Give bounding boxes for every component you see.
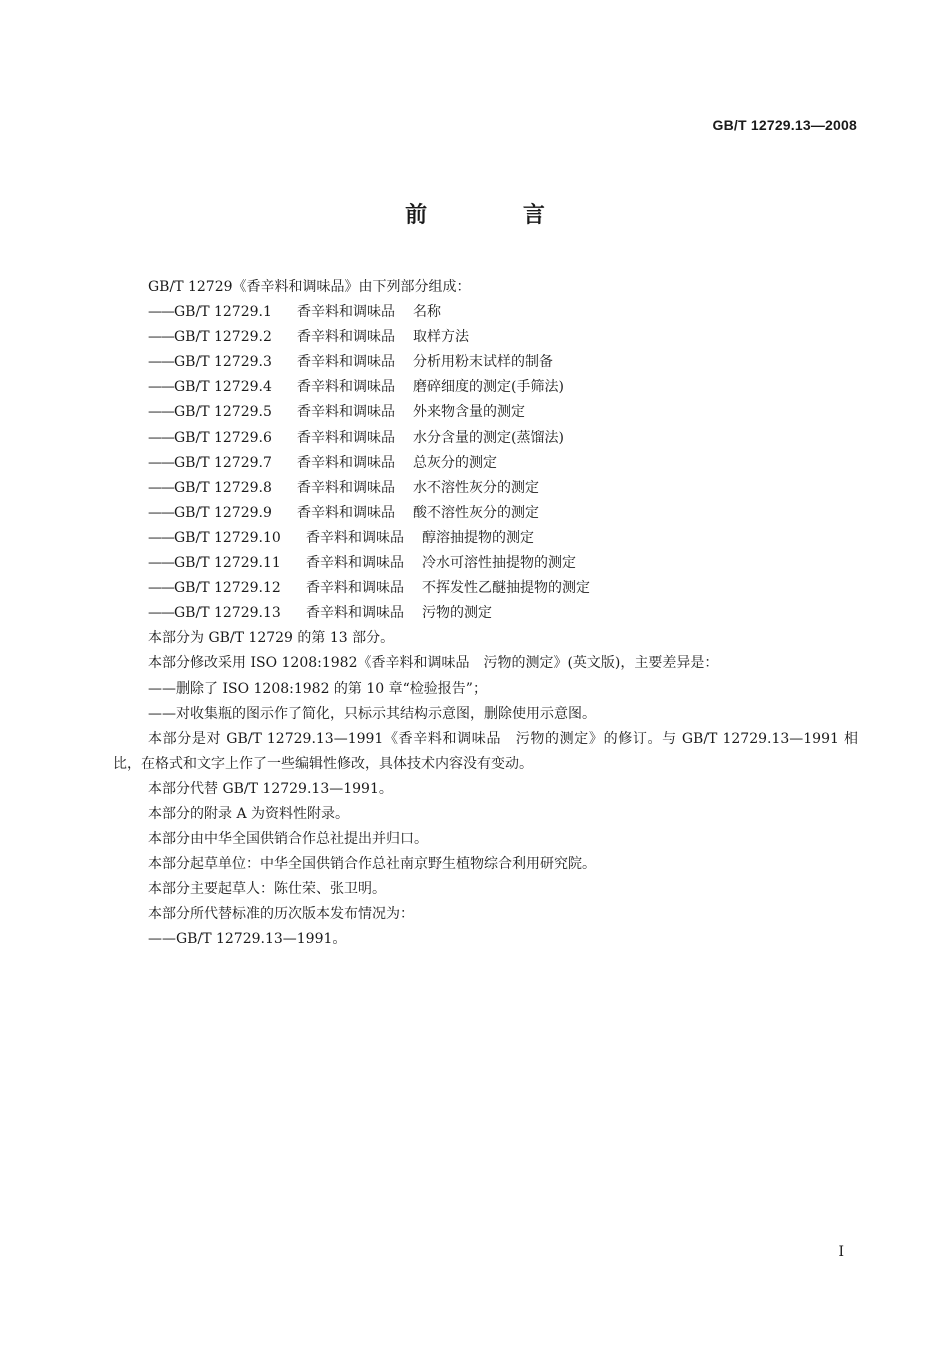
dash: ——	[148, 304, 174, 321]
list-item	[113, 576, 858, 601]
list-item	[113, 375, 858, 400]
intro-line: GB/T 12729《香辛料和调味品》由下列部分组成：	[148, 279, 471, 295]
part-name: 香辛料和调味品	[297, 454, 395, 471]
list-item	[113, 526, 858, 551]
part-code: GB/T 12729.13	[174, 605, 281, 622]
part-name: 香辛料和调味品	[297, 329, 395, 346]
part-topic: 磨碎细度的测定(手筛法)	[413, 379, 564, 396]
part-topic: 冷水可溶性抽提物的测定	[422, 555, 576, 572]
difference-item: ——删除了 ISO 1208:1982 的第 10 章“检验报告”；	[148, 680, 487, 697]
list-item	[113, 476, 858, 501]
list-item	[113, 601, 858, 626]
paragraph: 本部分主要起草人：陈仕荣、张卫明。	[148, 881, 386, 898]
part-topic: 取样方法	[413, 329, 469, 346]
history-item: ——GB/T 12729.13—1991。	[148, 931, 347, 948]
page-title: 前 言	[405, 203, 589, 228]
part-topic: 分析用粉末试样的制备	[413, 354, 553, 371]
paragraph: 本部分修改采用 ISO 1208:1982《香辛料和调味品 污物的测定》(英文版)，主要差异是：	[148, 655, 719, 672]
part-code: GB/T 12729.5	[174, 404, 272, 421]
part-name: 香辛料和调味品	[297, 404, 395, 421]
list-item	[113, 400, 858, 425]
list-item	[113, 451, 858, 476]
part-name: 香辛料和调味品	[297, 379, 395, 396]
parts-list	[113, 300, 858, 626]
part-name: 香辛料和调味品	[306, 580, 404, 597]
part-code: GB/T 12729.11	[174, 555, 281, 572]
part-topic: 醇溶抽提物的测定	[422, 529, 534, 546]
part-name: 香辛料和调味品	[297, 354, 395, 371]
paragraph: 本部分的附录 A 为资料性附录。	[148, 805, 350, 822]
list-item	[113, 426, 858, 451]
part-topic: 不挥发性乙醚抽提物的测定	[422, 580, 590, 597]
dash: ——	[148, 555, 174, 572]
part-name: 香辛料和调味品	[306, 605, 404, 622]
dash: ——	[148, 504, 174, 521]
part-topic: 外来物含量的测定	[413, 404, 525, 421]
dash: ——	[148, 379, 174, 396]
standard-code-header: GB/T 12729.13—2008	[712, 117, 857, 133]
part-name: 香辛料和调味品	[297, 429, 395, 446]
dash: ——	[148, 354, 174, 371]
part-code: GB/T 12729.3	[174, 354, 272, 371]
dash: ——	[148, 580, 174, 597]
dash: ——	[148, 429, 174, 446]
part-code: GB/T 12729.10	[174, 529, 281, 546]
dash: ——	[148, 479, 174, 496]
part-code: GB/T 12729.4	[174, 379, 272, 396]
part-topic: 总灰分的测定	[413, 454, 497, 471]
dash: ——	[148, 605, 174, 622]
dash: ——	[148, 454, 174, 471]
part-name: 香辛料和调味品	[306, 555, 404, 572]
paragraph: 本部分代替 GB/T 12729.13—1991。	[148, 780, 393, 797]
part-topic: 水不溶性灰分的测定	[413, 479, 539, 496]
paragraph: 本部分所代替标准的历次版本发布情况为：	[148, 906, 414, 923]
list-item	[113, 501, 858, 526]
part-code: GB/T 12729.2	[174, 329, 272, 346]
page-number: I	[838, 1244, 844, 1260]
part-name: 香辛料和调味品	[306, 529, 404, 546]
part-name: 香辛料和调味品	[297, 304, 395, 321]
part-code: GB/T 12729.7	[174, 454, 272, 471]
paragraph: 本部分是对 GB/T 12729.13—1991《香辛料和调味品 污物的测定》的修订。与 GB/T 12729.13—1991 相比，在格式和文字上作了一些编辑性修改，具体技术内容没有变动。	[113, 730, 858, 772]
paragraph: 本部分为 GB/T 12729 的第 13 部分。	[148, 630, 395, 647]
part-code: GB/T 12729.9	[174, 504, 272, 521]
dash: ——	[148, 404, 174, 421]
list-item	[113, 300, 858, 325]
foreword-body	[113, 275, 858, 953]
part-topic: 酸不溶性灰分的测定	[413, 504, 539, 521]
part-name: 香辛料和调味品	[297, 479, 395, 496]
part-topic: 水分含量的测定(蒸馏法)	[413, 429, 564, 446]
paragraph: 本部分起草单位：中华全国供销合作总社南京野生植物综合利用研究院。	[148, 856, 596, 873]
part-code: GB/T 12729.12	[174, 580, 281, 597]
dash: ——	[148, 529, 174, 546]
part-topic: 名称	[413, 304, 441, 321]
part-code: GB/T 12729.6	[174, 429, 272, 446]
paragraph: 本部分由中华全国供销合作总社提出并归口。	[148, 831, 428, 848]
list-item	[113, 551, 858, 576]
part-code: GB/T 12729.8	[174, 479, 272, 496]
part-topic: 污物的测定	[422, 605, 492, 622]
part-code: GB/T 12729.1	[174, 304, 272, 321]
dash: ——	[148, 329, 174, 346]
part-name: 香辛料和调味品	[297, 504, 395, 521]
difference-item: ——对收集瓶的图示作了简化，只标示其结构示意图，删除使用示意图。	[148, 705, 596, 722]
list-item	[113, 325, 858, 350]
list-item	[113, 350, 858, 375]
